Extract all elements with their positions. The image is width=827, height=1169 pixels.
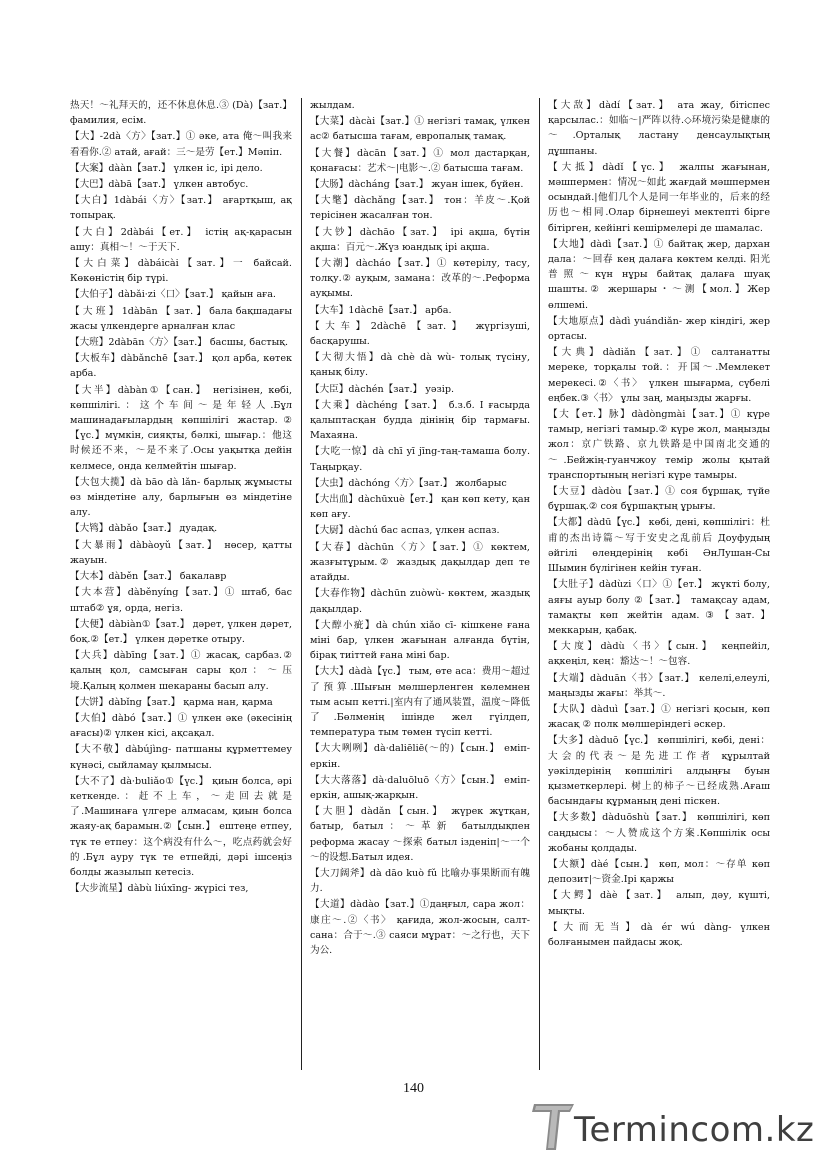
termincom-logo xyxy=(530,1098,820,1158)
dictionary-entry: 【大潮】dàcháo【зат.】① көтерілу, тасу, толқу.② ауқым, замана：改革的～.Реформа ауқымы. xyxy=(310,258,530,300)
dictionary-entry: 【大度】dàdù〈书〉【сын.】 кеңпейіл, ақкеңіл, кең：豁达～！～包容. xyxy=(548,641,770,668)
logo-text: Termincom.kz xyxy=(574,1110,815,1150)
dictionary-entry: 【大本】dàběn【зат.】 бакалавр xyxy=(70,571,227,583)
dictionary-entry: 【大肚子】dàdùzi〈口〉①【ет.】 жүкті болу, аяғы ауыр болу ②【зат.】 тамақсау адам, тамақты көп жейтін адам.③【зат.】 меккарын, қабақ. xyxy=(548,579,770,636)
dictionary-entry: 【大饼】dàbǐng【зат.】 қарма нан, қарма xyxy=(70,696,273,708)
dictionary-entry: 【大多数】dàduōshù【зат.】 көпшілігі, көп саңдысы：～人赞成这个方案.Көпшілік осы жобаны қолдады. xyxy=(548,812,770,854)
dictionary-entry: 【大不了】dà·buliǎo①【үс.】 қиын болса, әрі кеткенде.：赶不上车，～走回去就是了.Машинаға үлгере алмасам, қиын болса жаяу-ақ барамын.②【сын.】 ештеңе етпеу, түк те етпеу：这个病没有什么～，吃点药就会好的.Бұл ауру түк те етпейді, дәрі ішсеңіз болды жазылып кетесіз. xyxy=(70,775,292,878)
dictionary-entry: 【大队】dàduì【зат.】① негізгі қосын, көп жасақ ② полк мөлшеріндегі әскер. xyxy=(548,703,770,731)
dictionary-entry: 【大案】dààn【зат.】 үлкен іс, ірі дело. xyxy=(70,162,263,174)
dictionary-entry: 【大兵】dàbīng【зат.】① жасақ, сарбаз.② қалың қол, самсыған сары қол：～压境.Қалың қолмен шекараны басып алу. xyxy=(70,650,292,692)
dictionary-entry: 【大车】2dàchē【зат.】 жүргізуші, басқарушы. xyxy=(310,320,530,348)
dictionary-entry: 热天！～礼拜天的，还不休息休息.③ (Dà)【зат.】фамилия, есім. xyxy=(70,100,292,127)
dictionary-entry: 【大白菜】dàbáicài【зат.】一 байсай. Көкөністің бір түрі. xyxy=(70,258,292,285)
dictionary-entry: 【大班】2dàbān〈方〉【зат.】 басшы, бастық. xyxy=(70,337,289,349)
dictionary-entry: 【大大咧咧】dà·daliēliē(～的)【сын.】 еміп-еркін. xyxy=(310,743,530,770)
column-right xyxy=(548,98,770,1070)
dictionary-page xyxy=(70,98,770,1070)
dictionary-entry: 【大额】dàé【сын.】 көп, мол：～存单 көп депозит|～资金.Ірі қаржы xyxy=(548,858,770,886)
dictionary-entry: 【大多】dàduō【үс.】 көпшілігі, көбі, дені：大会的代表～是先进工作者 құрылтай уәкілдерінің көпшілігі алдыңғы буын қызметкерлері. 树上的柿子～已经成熟.Ағаш басындағы құрманың дені піскен. xyxy=(548,735,770,808)
dictionary-entry: 【大钞】dàchāo【зат.】 ірі ақша, бүтін ақша：百元～.Жүз юандық ірі ақша. xyxy=(310,226,530,253)
dictionary-entry: 【大抵】dàdǐ【үс.】 жалпы жағынан, мәшпермен：情况～如此 жағдай мәшпермен осындай.|他们几个人是同一年毕业的，后来的经历也～相同.Олар бірнешеуі мектепті бірге бітірген, кейінгі кешірмелері де шамалас. xyxy=(548,161,770,234)
dictionary-entry: 【大而无当】dà ér wú dàng- үлкен болғанымен пайдасы жоқ. xyxy=(548,921,770,948)
dictionary-entry: 【大大】dàdà【үс.】 тым, өте аса：费用～超过了预算.Шығын мөлшерленген көлемнен тым асып кетті.|室内有了通风装置，温度～降低了.Бөлменің ішінде жел гүілдеп, температура тым төмен түсіп кетті. xyxy=(310,666,530,739)
dictionary-entry: 【大虫】dàchóng〈方〉【зат.】 жолбарыс xyxy=(310,477,507,489)
dictionary-entry: 【大包大揽】dà bāo dà lǎn- барлық жұмысты өз міндетіне алу, барлығын өз міндетіне алу. xyxy=(70,476,292,519)
dictionary-entry: 【大不敬】dàbújìng- патшаны құрметтемеу күнәсі, сыйламау қылмысы. xyxy=(70,744,292,771)
dictionary-entry: 【大巴】dàbā【зат.】 үлкен автобус. xyxy=(70,179,249,191)
dictionary-entry: 【大本营】dàběnyíng【зат.】① штаб, бас штаб② ұя, орда, негіз. xyxy=(70,587,292,614)
dictionary-entry: 【大白】1dàbái〈方〉【зат.】 ағартқыш, ақ топырақ. xyxy=(70,195,292,222)
dictionary-entry: 【大豆】dàdòu【зат.】① соя бұршақ, түйе бұршақ.② соя бұршақтың ұрығы. xyxy=(548,486,770,513)
dictionary-entry: 【大便】dàbiàn①【зат.】 дәрет, үлкен дәрет, боқ.②【ет.】 үлкен дәретке отыру. xyxy=(70,618,292,645)
logo-t-icon xyxy=(530,1098,578,1154)
dictionary-entry: 【大车】1dàchē【зат.】 арба. xyxy=(310,304,452,316)
dictionary-entry: 【大春作物】dàchūn zuòwù- көктем, жаздық дақылдар. xyxy=(310,588,530,615)
dictionary-entry: 【大半】dàbàn①【сан.】 негізінен, көбі, көпшілігі.：这个车间～是年轻人.Бұл машинадағылардың көпшілігі жастар.②【үс.】мүмкін, сияқты, бәлкі, шығар.：他这时候还不来，～是不来了.Осы уақытқа дейін келмесе, онда келмейтін шығар. xyxy=(70,384,292,472)
dictionary-entry: 【大菜】dàcài【зат.】① негізгі тамақ, үлкен ас② батысша тағам, европалық тамақ. xyxy=(310,116,530,143)
dictionary-entry: 【大乘】dàchéng【зат.】 б.з.б. I ғасырда қалыптасқан будда дінінің бір тармағы. Махаяна. xyxy=(310,399,530,442)
dictionary-entry: 【大】-2dà〈方〉【зат.】① әке, ата 俺～叫我来看看你.② атай, ағай：三～是劳【ет.】Мәпіп. xyxy=(70,131,292,158)
column-divider xyxy=(539,98,540,1070)
dictionary-entry: 【 大 班 】 1dàbān 【 зат. 】 бала бақшадағы жасы үлкендерге арналған клас xyxy=(70,305,292,332)
dictionary-entry: 【大都】dàdū【үс.】 көбі, дені, көпшілігі：杜甫的杰出诗篇～写于安史之乱前后 Доуфудың әйгілі өлеңдерінің көбі ӘнЛушан-Сы Шымин бүлігінен кейін туған. xyxy=(548,517,770,575)
dictionary-entry: 【大臣】dàchén【зат.】 уәзір. xyxy=(310,383,455,395)
dictionary-entry: 【大鳄】dàè【зат.】 алып, дәу, күшті, мықты. xyxy=(548,890,770,917)
dictionary-entry: 【大肠】dàcháng【зат.】 жуан ішек, бүйен. xyxy=(310,179,524,191)
column-left xyxy=(70,98,292,1070)
dictionary-entry: 【大步流星】dàbù liúxīng- жүрісі тез, xyxy=(70,883,249,895)
dictionary-entry: 【大板车】dàbǎnchē【зат.】 қол арба, көтек арба. xyxy=(70,353,292,380)
dictionary-entry: 【大春】dàchūn〈方〉【зат.】① көктем, жазғытұрым.② жаздық дақылдар деп те атайды. xyxy=(310,541,530,584)
dictionary-entry: 【大餐】dàcān【зат.】① мол дастарқан, қонағасы：艺术～|电影～.② батысша тағам. xyxy=(310,147,530,174)
dictionary-entry: 【大【ет.】脉】dàdòngmài【зат.】① күре тамыр, негізгі тамыр.② күре жол, маңызды жол：京广铁路、京九铁路是中国南北交通的～.Бейжің-гуанчжоу темір жолы қытай транспортының негізгі күре тамыры. xyxy=(548,409,770,481)
dictionary-entry: 【大地】dàdì【зат.】① байтақ жер, дархан дала：～回春 кең далаға көктем келді. 阳光普照～күн нұры байтақ далаға шуақ шашты.② жершары・～测【мол.】Жер өлшемі. xyxy=(548,238,770,311)
dictionary-entry: 【大吃一惊】dà chī yī jīng-таң-тамаша болу. Таңырқау. xyxy=(310,446,530,473)
dictionary-entry: 【大厨】dàchú бас аспаз, үлкен аспаз. xyxy=(310,525,500,537)
column-middle xyxy=(310,98,530,1070)
dictionary-entry: 【大地原点】dàdì yuándiǎn- жер кіндігі, жер ортасы. xyxy=(548,315,770,343)
dictionary-entry: 【大彻大悟】dà chè dà wù- толық түсіну, қанық білу. xyxy=(310,352,530,379)
column-divider xyxy=(301,98,302,1070)
dictionary-entry: 【大道】dàdào【зат.】①даңғыл, сара жол：康庄～.②〈书〉 қағида, жол-жосын, салт-сана：合于～.③ саяси мұрат：～之行也，天下为公. xyxy=(310,899,530,956)
dictionary-entry: 【大刀阔斧】dà dāo kuò fǔ 比喻办事果断而有魄力. xyxy=(310,867,530,895)
dictionary-entry: 【大伯子】dàbǎi·zi〈口〉【зат.】 қайын аға. xyxy=(70,289,276,301)
dictionary-entry: 【大鸨】dàbǎo【зат.】 дуадақ. xyxy=(70,523,218,535)
dictionary-entry: 【大白】2dàbái【ет.】 істің ақ-қарасын ашу：真相～！～于天下. xyxy=(70,226,292,253)
dictionary-entry: 【大敌】dàdí【зат.】 ата жау, бітіспес қарсылас.：如临～|严阵以待.◇环境污染是健康的～.Орталық ластану денсаулықтың дұшпаны. xyxy=(548,100,770,157)
dictionary-entry: 【大伯】dàbó【зат.】① үлкен әке (әкесінің ағасы)② үлкен кісі, ақсақал. xyxy=(70,712,292,740)
dictionary-entry: 【大暴雨】dàbàoyǔ【зат.】 нөсер, қатты жауын. xyxy=(70,539,292,566)
dictionary-entry: 【大出血】dàchūxuè【ет.】 қан көп кету, қан көп ағу. xyxy=(310,494,530,521)
dictionary-entry: 【大醇小疵】dà chún xiǎo cī- кішкене ғана міні бар, үлкен жағынан алғанда бүтін, бірақ тиіттей ғана міні бар. xyxy=(310,619,530,662)
page-number: 140 xyxy=(403,1081,424,1096)
dictionary-entry: 【大端】dàduān〈书〉【зат.】 келелі,елеулі, маңызды жағы：举其～. xyxy=(548,672,770,699)
dictionary-entry: 【大典】dàdiǎn【зат.】① салтанатты мереке, торқалы той.：开国～.Мемлекет мерекесі.②〈书〉 үлкен шығарма, сүбелі еңбек.③〈书〉 ұлы заң, маңызды жарғы. xyxy=(548,347,770,404)
dictionary-entry: 【大大落落】dà·daluōluō〈方〉【сын.】 еміп-еркін, ашық-жарқын. xyxy=(310,774,530,801)
dictionary-entry: 【大胆】dàdǎn【сын.】 жүрек жұтқан, батыр, батыл：～革新 батылдықпен реформа жасау ～探索 батыл ізденіп|～一个～的设想.Батыл идея. xyxy=(310,806,530,863)
dictionary-entry: жылдам. xyxy=(310,100,355,111)
dictionary-entry: 【大氅】dàchǎng【зат.】 тон：羊皮～.Қой терісінен жасалған тон. xyxy=(310,195,530,222)
